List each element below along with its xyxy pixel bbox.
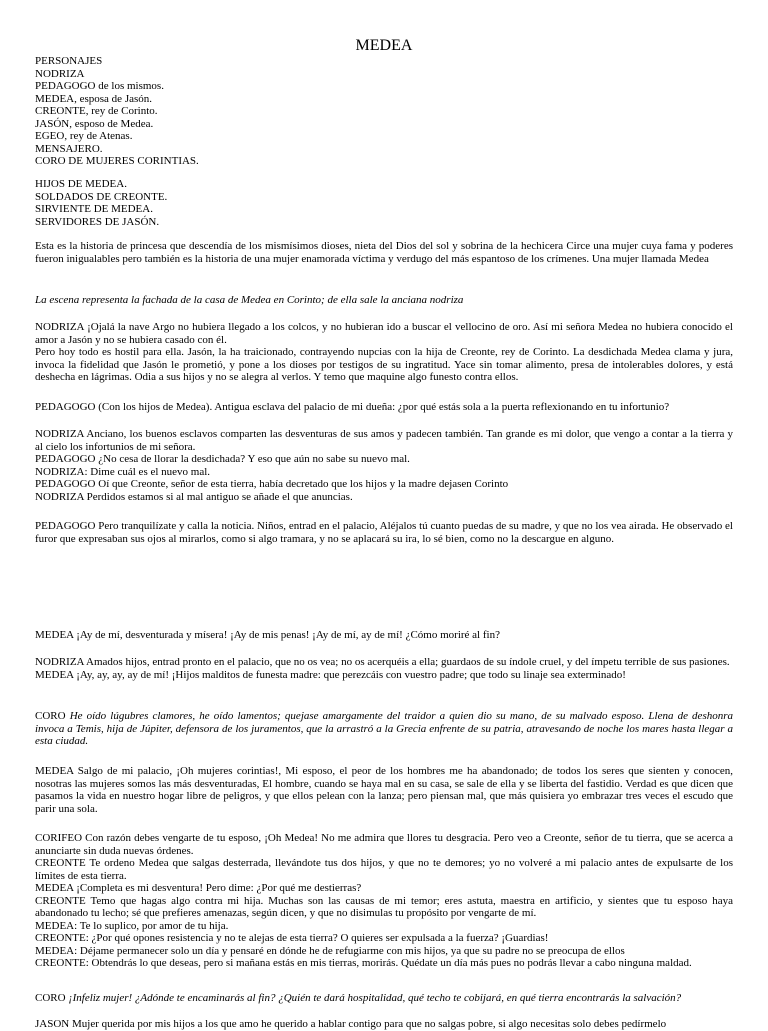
intro-paragraph: Esta es la historia de princesa que descendía de los mismísimos dioses, nieta del Dios del sol y sobrina de la hechicera Circe una mujer cuya fama y poderes fueron inigualables pero también es la historia de una mujer enamorada víctima y verdugo del más espantoso de los crímenes. Una mujer llamada Medea — [35, 240, 733, 265]
pedagogo-line: PEDAGOGO Oí que Creonte, señor de esta tierra, había decretado que los hijos y la madre dejasen Corinto — [35, 478, 509, 490]
medea-line: MEDEA ¡Completa es mi desventura! Pero dime: ¿Por qué me destierras? — [35, 882, 362, 894]
dialogue-block — [35, 656, 733, 681]
jason-speech: JASON Mujer querida por mis hijos a los que amo he querido a hablar contigo para que no salgas pobre, si algo necesitas solo debes pedírmelo — [35, 1018, 667, 1030]
corifeo-line: CORIFEO Con razón debes vengarte de tu esposo, ¡Oh Medea! No me admira que llores tu desgracia. Pero veo a Creonte, señor de tu tierra, que se acerca a anunciarte sin duda nuevas órdenes. — [35, 832, 733, 857]
speech-text: NODRIZA ¡Ojalá la nave Argo no hubiera llegado a los colcos, y no hubieran ido a buscar el vellocino de oro. Así mi señora Medea no hubiera conocido el amor a Jasón y no se hubiera casado con él. — [35, 321, 733, 346]
speaker-label: CORO — [35, 992, 66, 1004]
stage-direction: La escena representa la fachada de la casa de Medea en Corinto; de ella sale la anciana nodriza — [35, 294, 464, 306]
medea-line: MEDEA: Déjame permanecer solo un día y pensaré en dónde he de refugiarme con mis hijos, ya que su padre no se preocupa de ellos — [35, 944, 625, 957]
nodriza-line: NODRIZA: Dime cuál es el nuevo mal. — [35, 465, 211, 478]
nodriza-line: NODRIZA Perdidos estamos si al mal antiguo se añade el que anuncias. — [35, 490, 353, 503]
medea-line: MEDEA ¡Ay, ay, ay, ay de mí! ¡Hijos malditos de funesta madre: que perezcáis con vuestro padre; que todo su linaje sea exterminado! — [35, 668, 626, 681]
speaker-label: CORO — [35, 710, 66, 722]
character-item: CREONTE, rey de Corinto. — [35, 105, 158, 117]
characters-heading: PERSONAJES — [35, 55, 103, 67]
character-item: CORO DE MUJERES CORINTIAS. — [35, 155, 199, 167]
silent-characters-list — [35, 178, 733, 228]
creonte-line: CREONTE: Obtendrás lo que deseas, pero si mañana estás en mis tierras, morirás. Quédate un día más pues no podrás llevar a cabo ninguna maldad. — [35, 957, 692, 969]
creonte-line: CREONTE Te ordeno Medea que salgas desterrada, llevándote tus dos hijos, y que no te demores; yo no volveré a mi palacio antes de expulsarte de los límites de esta tierra. — [35, 857, 733, 882]
creonte-line: CREONTE Temo que hagas algo contra mi hija. Muchas son las causas de mi temor; eres astuta, maestra en artificio, y sientes que tu esposo haya abandonado tu lecho; sé que prefieres amenazas, según dicen, y que no disimulas tu propósito por vengarte de mí. — [35, 894, 733, 919]
character-item: EGEO, rey de Atenas. — [35, 130, 133, 142]
speech-text: ¡Infeliz mujer! ¿Adónde te encaminarás al fin? ¿Quién te dará hospitalidad, qué techo te cobijará, en qué tierra encontrarás la salvación? — [68, 992, 682, 1004]
document-title: MEDEA — [355, 37, 413, 54]
character-item: SIRVIENTE DE MEDEA. — [35, 203, 153, 215]
character-item: MENSAJERO. — [35, 142, 103, 155]
medea-line: MEDEA: Te lo suplico, por amor de tu hija. — [35, 919, 229, 932]
character-item: SERVIDORES DE JASÓN. — [35, 215, 160, 228]
coro-speech — [35, 710, 733, 748]
character-item: HIJOS DE MEDEA. — [35, 178, 127, 190]
characters-list — [35, 55, 733, 168]
medea-speech: MEDEA ¡Ay de mí, desventurada y mísera! ¡Ay de mis penas! ¡Ay de mí, ay de mí! ¿Cómo moriré al fin? — [35, 629, 500, 641]
character-item: NODRIZA — [35, 67, 85, 80]
dialogue-block — [35, 428, 733, 503]
speech-text: Pero hoy todo es hostil para ella. Jasón, la ha traicionado, contrayendo nupcias con la hija de Creonte, rey de Corinto. La desdichada Medea clama y jura, invoca la fidelidad que Jasón le prometió, y pone a los dioses por testigos de su ingratitud. Yace sin tomar alimento, presa de intolerables dolores, y está deshecha en lágrimas. Odia a sus hijos y no se alegra al verlos. Y temo que maquine algo funesto contra ellos. — [35, 346, 733, 383]
medea-speech: MEDEA Salgo de mi palacio, ¡Oh mujeres corintias!, Mi esposo, el peor de los hombres me ha abandonado; de todos los seres que sienten y conocen, nosotras las mujeres somos las más desventuradas, El hombre, cuando se haya mal en su casa, se sale de ella y se liberta del fastidio. Verdad es que dicen que pasamos la vida en nuestro hogar libre de peligros, y que ellos pelean con la lanza; pero piensan mal, que más quisiera yo embrazar tres veces el escudo que parir una sola. — [35, 765, 733, 815]
nodriza-line: NODRIZA Amados hijos, entrad pronto en el palacio, que no os vea; no os acerquéis a ella; guardaos de su índole cruel, y del ímpetu terrible de sus pasiones. — [35, 656, 730, 668]
creonte-line: CREONTE: ¿Por qué opones resistencia y no te alejas de esta tierra? O quieres ser expulsada a la fuerza? ¡Guardias! — [35, 932, 549, 944]
pedagogo-line: PEDAGOGO ¿No cesa de llorar la desdichada? Y eso que aún no sabe su nuevo mal. — [35, 453, 410, 465]
character-item: PEDAGOGO de los mismos. — [35, 80, 164, 92]
pedagogo-speech: PEDAGOGO Pero tranquilízate y calla la noticia. Niños, entrad en el palacio, Aléjalos tú cuanto puedas de su madre, y que no los vea airada. He observado el furor que expresaban sus ojos al mirarlos, como si algo tramara, y no se aplacará su ira, lo sé bien, como no la descargue en alguno. — [35, 520, 733, 545]
nodriza-line: NODRIZA Anciano, los buenos esclavos comparten las desventuras de sus amos y padecen también. Tan grande es mi dolor, que vengo a contar a la tierra y al cielo los infortunios de mi señora. — [35, 428, 733, 453]
character-item: JASÓN, esposo de Medea. — [35, 117, 154, 130]
character-item: SOLDADOS DE CREONTE. — [35, 190, 168, 203]
speech-text: He oído lúgubres clamores, he oído lamentos; quejase amargamente del traidor a quien dio su mano, de su malvado esposo. Llena de deshonra invoca a Temis, hija de Júpiter, defensora de los juramentos, que la arrastró a la Grecia enfrente de su patria, atravesando de noche los mares hasta llegar a esta ciudad. — [35, 710, 734, 747]
nodriza-speech — [35, 321, 733, 384]
pedagogo-speech: PEDAGOGO (Con los hijos de Medea). Antigua esclava del palacio de mi dueña: ¿por qué estás sola a la puerta reflexionando en tu infortunio? — [35, 401, 670, 413]
coro-speech — [35, 992, 733, 1005]
dialogue-block — [35, 832, 733, 970]
character-item: MEDEA, esposa de Jasón. — [35, 92, 153, 105]
